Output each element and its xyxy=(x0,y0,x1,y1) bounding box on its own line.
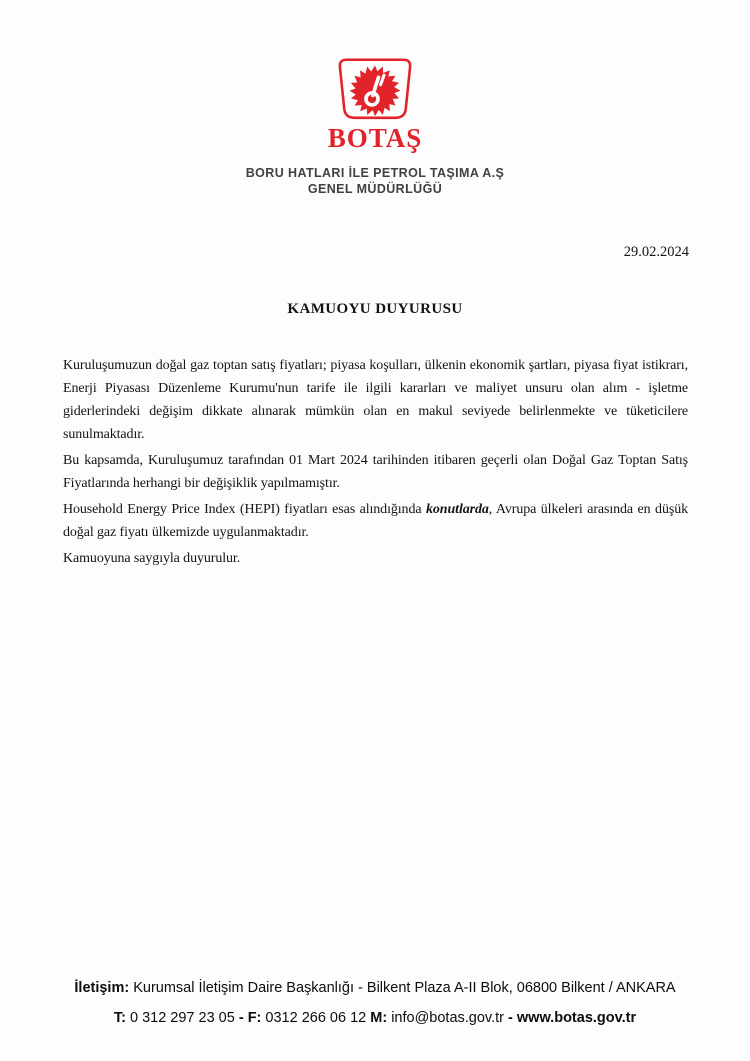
paragraph-3 xyxy=(63,498,688,544)
paragraph-1: Kuruluşumuzun doğal gaz toptan satış fiyatları; piyasa koşulları, ülkenin ekonomik şartları, piyasa fiyat istikrarı, Enerji Piyasası Düzenleme Kurumu'nun tarife ile ilgili kararları ve maliyet unsuru olan alım - işletme giderlerindeki değişim dikkate alınarak mümkün olan en makul seviyede belirlenmekte ve tüketicilere sunulmaktadır. xyxy=(63,358,688,442)
botas-emblem-icon xyxy=(332,57,418,121)
org-name-line2: GENEL MÜDÜRLÜĞÜ xyxy=(307,182,443,196)
website-address: - www.botas.gov.tr xyxy=(508,1010,637,1026)
footer-address-line xyxy=(0,973,750,1003)
closing-line: Kamuoyuna saygıyla duyurulur. xyxy=(63,551,241,566)
botas-wordmark: BOTAŞ xyxy=(327,123,423,153)
email-address: info@botas.gov.tr xyxy=(391,1010,504,1026)
contact-label: İletişim: xyxy=(74,980,130,996)
fax-label: - F: xyxy=(238,1010,262,1026)
phone-label: T: xyxy=(113,1010,126,1026)
logo-block xyxy=(0,0,750,197)
paragraph-3-emphasis: konutlarda xyxy=(425,502,489,517)
paragraph-2: Bu kapsamda, Kuruluşumuz tarafından 01 Mart 2024 tarihinden itibaren geçerli olan Doğal Gaz Toptan Satış Fiyatlarında herhangi bir değişiklik yapılmamıştır. xyxy=(63,453,688,491)
contact-text: Kurumsal İletişim Daire Başkanlığı - Bilkent Plaza A-II Blok, 06800 Bilkent / ANKARA xyxy=(133,980,676,996)
phone-number: 0 312 297 23 05 xyxy=(129,1010,235,1026)
footer xyxy=(0,973,750,1033)
org-name-line1: BORU HATLARI İLE PETROL TAŞIMA A.Ş xyxy=(245,166,505,180)
footer-contact-line xyxy=(0,1003,750,1033)
page-title: KAMUOYU DUYURUSU xyxy=(287,301,463,317)
email-label: M: xyxy=(370,1010,388,1026)
paragraph-3-lead: Household Energy Price Index (HEPI) fiyatları esas alındığında xyxy=(63,502,422,517)
paragraph-3-tail: , Avrupa ülkeleri arasında en düşük doğal gaz fiyatı ülkemizde uygulanmaktadır. xyxy=(63,502,688,540)
fax-number: 0312 266 06 12 xyxy=(265,1010,367,1026)
document-date: 29.02.2024 xyxy=(623,244,689,260)
announcement-body xyxy=(63,354,688,570)
